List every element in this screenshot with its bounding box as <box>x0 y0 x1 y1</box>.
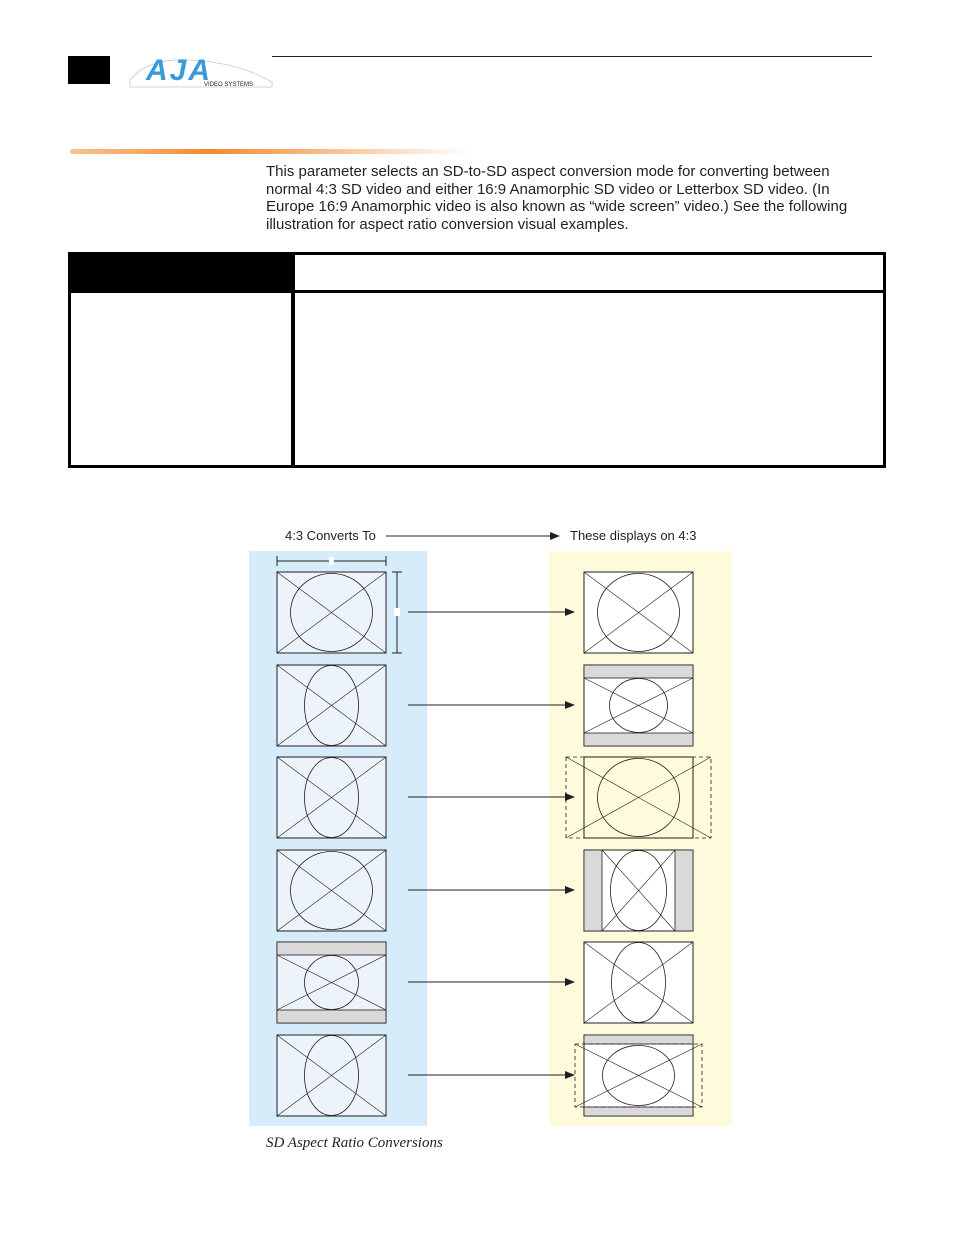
figure-caption: SD Aspect Ratio Conversions <box>266 1135 443 1151</box>
logo-subtext: VIDEO SYSTEMS <box>204 82 254 88</box>
display-pillar-bar <box>584 850 602 931</box>
dimension-gap <box>394 608 400 616</box>
display-letterbox-bar <box>584 665 693 678</box>
logo-text: AJA <box>146 54 213 87</box>
display-letterbox-bar <box>584 733 693 746</box>
source-column-label: 4:3 Converts To <box>285 528 376 543</box>
display-letterbox-bar <box>584 1107 693 1116</box>
source-letterbox-bar <box>277 942 386 955</box>
display-letterbox-bar <box>584 1035 693 1044</box>
display-column-label: These displays on 4:3 <box>570 528 697 543</box>
source-letterbox-bar <box>277 1010 386 1023</box>
intro-paragraph: This parameter selects an SD-to-SD aspect conversion mode for converting between normal 4:3 SD video and either 16:9 Anamorphic SD video or Letterbox SD video. (In Europe 16:9 Anamorphic video is also known as “wide screen” video.) See the following illustration for aspect ratio conversion visual examples. <box>266 163 848 233</box>
display-pillar-bar <box>675 850 693 931</box>
dimension-gap <box>329 557 334 565</box>
